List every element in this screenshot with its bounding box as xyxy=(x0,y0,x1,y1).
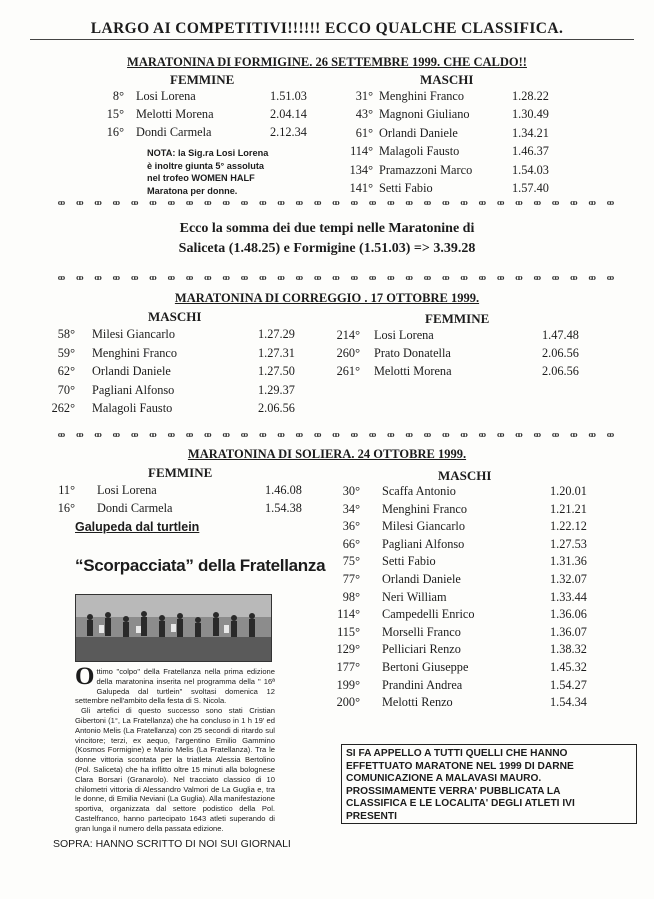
result-position: 31° xyxy=(355,89,373,103)
appeal-line: PROSSIMAMENTE VERRA' PUBBLICATA LA xyxy=(346,785,561,797)
separator-ornament-icon: ꝏ xyxy=(259,199,266,207)
result-row xyxy=(0,162,654,178)
result-athlete-name: Pelliciari Renzo xyxy=(382,642,461,657)
result-position: 43° xyxy=(355,107,373,122)
separator-ornament-icon: ꝏ xyxy=(387,199,394,207)
separator-ornament-icon: ꝏ xyxy=(533,274,540,282)
result-time: 1.46.08 xyxy=(265,483,302,497)
result-time: 1.27.53 xyxy=(550,536,587,551)
separator-ornament-icon: ꝏ xyxy=(94,431,101,439)
separator-ornament-icon: ꝏ xyxy=(277,431,284,439)
result-athlete-name: Malagoli Fausto xyxy=(92,401,173,415)
separator-ornament-icon: ꝏ xyxy=(551,431,559,439)
result-time: 1.27.29 xyxy=(258,327,295,341)
result-row xyxy=(0,536,654,552)
result-athlete-name: Melotti Morena xyxy=(374,364,452,378)
result-position: 115° xyxy=(337,624,360,639)
separator-row xyxy=(55,430,615,440)
result-athlete-name: Bertoni Giuseppe xyxy=(382,660,469,674)
result-athlete-name: Milesi Giancarlo xyxy=(92,327,175,341)
result-position: 114° xyxy=(350,144,373,159)
separator-ornament-icon: ꝏ xyxy=(222,199,229,207)
result-position: 16° xyxy=(57,501,75,515)
race-soliera-men-header: MASCHI xyxy=(438,468,492,483)
result-athlete-name: Menghini Franco xyxy=(379,89,465,103)
result-row xyxy=(0,345,654,361)
separator-ornament-icon: ꝏ xyxy=(515,274,522,282)
separator-ornament-icon: ꝏ xyxy=(112,274,120,282)
separator-ornament-icon: ꝏ xyxy=(332,431,339,439)
separator-ornament-icon: ꝏ xyxy=(350,274,357,282)
sum-line-2: Saliceta (1.48.25) e Formigine (1.51.03) => 3.39.28 xyxy=(178,241,476,256)
separator-ornament-icon: ꝏ xyxy=(204,431,211,439)
separator-ornament-icon: ꝏ xyxy=(368,274,376,282)
result-row xyxy=(0,125,654,141)
separator-ornament-icon: ꝏ xyxy=(259,431,266,439)
appeal-box xyxy=(341,744,637,824)
result-position: 200° xyxy=(336,695,360,710)
result-position: 59° xyxy=(57,345,75,360)
result-position: 36° xyxy=(342,519,360,534)
result-athlete-name: Dondi Carmela xyxy=(136,125,212,139)
separator-ornament-icon: ꝏ xyxy=(57,431,65,439)
separator-ornament-icon: ꝏ xyxy=(405,199,412,207)
separator-ornament-icon: ꝏ xyxy=(112,431,120,439)
result-time: 1.45.32 xyxy=(550,660,587,674)
result-position: 214° xyxy=(336,328,360,342)
result-position: 134° xyxy=(349,162,373,177)
separator-ornament-icon: ꝏ xyxy=(57,274,65,282)
page-title: LARGO AI COMPETITIVI!!!!!! ECCO QUALCHE CLASSIFICA. xyxy=(90,20,564,37)
result-position: 262° xyxy=(51,401,75,415)
result-athlete-name: Dondi Carmela xyxy=(97,501,173,515)
race-formigine-women-header: FEMMINE xyxy=(170,72,235,87)
separator-ornament-icon: ꝏ xyxy=(606,431,614,439)
separator-ornament-icon: ꝏ xyxy=(606,199,614,207)
result-row xyxy=(0,363,654,379)
separator-ornament-icon: ꝏ xyxy=(94,199,101,207)
result-athlete-name: Magnoni Giuliano xyxy=(379,107,470,122)
separator-ornament-icon: ꝏ xyxy=(76,274,83,282)
separator-ornament-icon: ꝏ xyxy=(496,199,504,207)
separator-ornament-icon: ꝏ xyxy=(442,199,449,207)
result-position: 199° xyxy=(336,677,360,692)
race-correggio-men-header: MASCHI xyxy=(148,309,202,324)
result-position: 75° xyxy=(342,554,360,569)
result-time: 2.06.56 xyxy=(542,346,579,360)
separator-ornament-icon: ꝏ xyxy=(277,199,284,207)
separator-ornament-icon: ꝏ xyxy=(496,274,504,282)
separator-ornament-icon: ꝏ xyxy=(130,199,138,207)
race-formigine-men-header: MASCHI xyxy=(420,72,474,87)
appeal-line: EFFETTUATO MARATONE NEL 1999 DI DARNE xyxy=(346,760,574,772)
result-position: 16° xyxy=(106,125,124,139)
result-position: 260° xyxy=(336,346,360,360)
result-athlete-name: Neri William xyxy=(382,589,447,604)
result-row xyxy=(0,143,654,159)
result-row xyxy=(0,483,654,499)
result-row xyxy=(0,88,654,104)
title-underline xyxy=(30,39,634,40)
result-position: 77° xyxy=(342,572,360,586)
race-formigine-title: MARATONINA DI FORMIGINE. 26 SETTEMBRE 1999. CHE CALDO!! xyxy=(127,55,527,69)
separator-row xyxy=(55,198,615,208)
result-position: 66° xyxy=(342,536,360,551)
result-row xyxy=(0,400,654,416)
race-formigine-note xyxy=(147,147,287,197)
clipping-photo xyxy=(75,594,272,662)
result-athlete-name: Prato Donatella xyxy=(374,346,451,360)
separator-ornament-icon: ꝏ xyxy=(112,199,120,207)
separator-ornament-icon: ꝏ xyxy=(570,199,577,207)
separator-ornament-icon: ꝏ xyxy=(94,274,101,282)
separator-ornament-icon: ꝏ xyxy=(515,431,522,439)
race-correggio-women-header: FEMMINE xyxy=(425,311,490,326)
result-time: 2.12.34 xyxy=(270,125,307,139)
separator-ornament-icon: ꝏ xyxy=(496,431,504,439)
result-athlete-name: Orlandi Daniele xyxy=(379,125,458,140)
result-position: 61° xyxy=(355,125,373,140)
clipping-caption: SOPRA: HANNO SCRITTO DI NOI SUI GIORNALI xyxy=(53,838,291,850)
result-athlete-name: Malagoli Fausto xyxy=(379,144,460,159)
separator-ornament-icon: ꝏ xyxy=(478,274,486,282)
separator-ornament-icon: ꝏ xyxy=(149,431,156,439)
separator-ornament-icon: ꝏ xyxy=(76,199,83,207)
result-time: 2.06.56 xyxy=(542,364,579,378)
result-time: 1.27.31 xyxy=(258,345,295,360)
clipping-headline: “Scorpacciata” della Fratellanza xyxy=(75,556,326,575)
separator-ornament-icon: ꝏ xyxy=(588,431,595,439)
separator-ornament-icon: ꝏ xyxy=(313,274,321,282)
appeal-line: SI FA APPELLO A TUTTI QUELLI CHE HANNO xyxy=(346,748,568,759)
separator-ornament-icon: ꝏ xyxy=(295,431,303,439)
article-paragraph: Gli artefici di questo successo sono stati Cristian Gibertoni (1°, La Fratellanza) che ha concluso in 1 h 19' ed Antonio Melis (La Fratellanza) con 25 secondi di ritardo sul vincitore; terzi, ex aequo, l'argentino Emilio Gammino (Kosmos Formigine) e Mario Melis (La Fratellanza). Tra le donne vittoria scontata per la triatleta Alessia Bertolino (Pol. Saliceta) che ha inflitto oltre 15 minuti alla bolognese Clara Borsari (Granarolo). Nel tracciato classico di 10 chilometri vittoria di Alessandro Valmori de La Guglia e, tra le donne, di Emilia Neviani (La Guglia). Alla manifestazione sportiva, organizzata dal settore podistico della Pol. Castelfranco, hanno partecipato 1643 atleti superando di gran lunga il numero della passata edizione. xyxy=(75,706,275,833)
runners-photo-icon xyxy=(76,595,271,661)
separator-ornament-icon: ꝏ xyxy=(149,274,156,282)
separator-ornament-icon: ꝏ xyxy=(442,274,449,282)
result-time: 1.54.03 xyxy=(512,162,549,177)
result-time: 1.47.48 xyxy=(542,328,579,342)
result-time: 1.38.32 xyxy=(550,642,587,657)
sum-line-1: Ecco la somma dei due tempi nelle Maratonine di xyxy=(179,221,475,236)
note-line: è inoltre giunta 5° assoluta xyxy=(147,160,265,171)
separator-ornament-icon: ꝏ xyxy=(387,431,394,439)
result-position: 11° xyxy=(58,483,75,497)
result-time: 1.30.49 xyxy=(512,107,549,122)
separator-ornament-icon: ꝏ xyxy=(368,431,376,439)
result-time: 2.06.56 xyxy=(258,401,295,415)
result-athlete-name: Melotti Renzo xyxy=(382,695,453,710)
appeal-line: PRESENTI xyxy=(346,810,397,822)
result-position: 15° xyxy=(106,107,124,121)
separator-ornament-icon: ꝏ xyxy=(533,199,540,207)
separator-ornament-icon: ꝏ xyxy=(222,431,229,439)
separator-ornament-icon: ꝏ xyxy=(167,199,174,207)
appeal-line: COMUNICAZIONE A MALAVASI MAURO. xyxy=(346,773,542,784)
result-row xyxy=(0,180,654,196)
separator-ornament-icon: ꝏ xyxy=(149,199,156,207)
result-athlete-name: Scaffa Antonio xyxy=(382,484,456,498)
result-position: 30° xyxy=(342,484,360,498)
separator-ornament-icon: ꝏ xyxy=(57,199,65,207)
separator-ornament-icon: ꝏ xyxy=(185,199,193,207)
separator-ornament-icon: ꝏ xyxy=(204,274,211,282)
separator-ornament-icon: ꝏ xyxy=(387,274,394,282)
separator-ornament-icon: ꝏ xyxy=(570,274,577,282)
result-athlete-name: Losi Lorena xyxy=(136,89,196,103)
result-athlete-name: Morselli Franco xyxy=(382,624,461,639)
separator-ornament-icon: ꝏ xyxy=(478,199,486,207)
result-time: 1.32.07 xyxy=(550,572,587,586)
result-position: 58° xyxy=(57,327,75,341)
separator-ornament-icon: ꝏ xyxy=(588,199,595,207)
separator-ornament-icon: ꝏ xyxy=(405,274,412,282)
result-athlete-name: Milesi Giancarlo xyxy=(382,519,465,534)
separator-ornament-icon: ꝏ xyxy=(277,274,284,282)
result-row xyxy=(0,501,654,517)
race-soliera-women-header: FEMMINE xyxy=(148,465,213,480)
separator-ornament-icon: ꝏ xyxy=(332,199,339,207)
separator-ornament-icon: ꝏ xyxy=(570,431,577,439)
result-position: 62° xyxy=(57,364,75,378)
article-paragraph xyxy=(75,663,275,706)
result-athlete-name: Setti Fabio xyxy=(379,181,433,195)
separator-row xyxy=(55,273,615,283)
separator-ornament-icon: ꝏ xyxy=(478,431,486,439)
race-correggio-title: MARATONINA DI CORREGGIO . 17 OTTOBRE 1999. xyxy=(174,291,480,305)
note-line: nel trofeo WOMEN HALF xyxy=(147,173,255,183)
separator-ornament-icon: ꝏ xyxy=(259,274,266,282)
result-time: 1.33.44 xyxy=(550,589,587,604)
separator-ornament-icon: ꝏ xyxy=(423,431,431,439)
article-text: ttimo "colpo" della Fratellanza nella prima edizione della maratonina inserita nel programma della " 16ª Galupeda dal turtlein" svoltasi domenica 12 settembre nell'ambito della festa di S. Nicola. xyxy=(75,667,275,706)
result-position: 261° xyxy=(336,364,360,378)
separator-ornament-icon: ꝏ xyxy=(350,431,357,439)
article-dropcap: O xyxy=(75,663,95,690)
separator-ornament-icon: ꝏ xyxy=(551,274,559,282)
note-line: NOTA: la Sig.ra Losi Lorena xyxy=(147,148,269,158)
separator-ornament-icon: ꝏ xyxy=(130,274,138,282)
separator-ornament-icon: ꝏ xyxy=(350,199,357,207)
result-athlete-name: Prandini Andrea xyxy=(382,677,463,692)
result-athlete-name: Orlandi Daniele xyxy=(92,364,171,378)
separator-ornament-icon: ꝏ xyxy=(185,274,193,282)
separator-ornament-icon: ꝏ xyxy=(222,274,229,282)
separator-ornament-icon: ꝏ xyxy=(313,431,321,439)
separator-ornament-icon: ꝏ xyxy=(240,431,248,439)
race-soliera-title: MARATONINA DI SOLIERA. 24 OTTOBRE 1999. xyxy=(187,447,467,461)
separator-ornament-icon: ꝏ xyxy=(76,431,83,439)
result-time: 2.04.14 xyxy=(270,107,307,121)
appeal-line: CLASSIFICA E LE LOCALITA' DEGLI ATLETI IVI xyxy=(346,798,575,809)
separator-ornament-icon: ꝏ xyxy=(167,274,174,282)
result-row xyxy=(0,327,654,343)
separator-ornament-icon: ꝏ xyxy=(460,199,467,207)
result-time: 1.46.37 xyxy=(512,144,549,159)
result-time: 1.36.06 xyxy=(550,607,587,622)
result-time: 1.34.21 xyxy=(512,125,549,140)
result-position: 129° xyxy=(336,642,360,657)
separator-ornament-icon: ꝏ xyxy=(185,431,193,439)
result-position: 70° xyxy=(57,382,75,397)
separator-ornament-icon: ꝏ xyxy=(423,274,431,282)
separator-ornament-icon: ꝏ xyxy=(423,199,431,207)
result-athlete-name: Melotti Morena xyxy=(136,107,214,121)
separator-ornament-icon: ꝏ xyxy=(130,431,138,439)
result-time: 1.28.22 xyxy=(512,89,549,103)
result-position: 34° xyxy=(342,501,360,516)
separator-ornament-icon: ꝏ xyxy=(588,274,595,282)
separator-ornament-icon: ꝏ xyxy=(442,431,449,439)
result-position: 177° xyxy=(336,660,360,674)
separator-ornament-icon: ꝏ xyxy=(533,431,540,439)
separator-ornament-icon: ꝏ xyxy=(313,199,321,207)
result-row xyxy=(0,382,654,398)
result-position: 114° xyxy=(337,607,360,622)
result-athlete-name: Menghini Franco xyxy=(382,501,468,516)
separator-ornament-icon: ꝏ xyxy=(295,274,303,282)
clipping-kicker: Galupeda dal turtlein xyxy=(75,520,200,534)
separator-ornament-icon: ꝏ xyxy=(295,199,303,207)
separator-ornament-icon: ꝏ xyxy=(332,274,339,282)
result-athlete-name: Setti Fabio xyxy=(382,554,436,569)
result-time: 1.54.38 xyxy=(265,501,302,515)
separator-ornament-icon: ꝏ xyxy=(368,199,376,207)
separator-ornament-icon: ꝏ xyxy=(551,199,559,207)
result-athlete-name: Pagliani Alfonso xyxy=(382,536,465,551)
result-time: 1.51.03 xyxy=(270,89,307,103)
result-time: 1.21.21 xyxy=(550,501,587,516)
result-athlete-name: Orlandi Daniele xyxy=(382,572,461,586)
separator-ornament-icon: ꝏ xyxy=(606,274,614,282)
separator-ornament-icon: ꝏ xyxy=(515,199,522,207)
result-athlete-name: Menghini Franco xyxy=(92,345,178,360)
result-position: 98° xyxy=(342,589,360,604)
separator-ornament-icon: ꝏ xyxy=(405,431,412,439)
result-time: 1.29.37 xyxy=(258,382,295,397)
result-athlete-name: Pramazzoni Marco xyxy=(379,162,473,177)
result-position: 141° xyxy=(349,181,373,195)
separator-ornament-icon: ꝏ xyxy=(460,274,467,282)
result-athlete-name: Losi Lorena xyxy=(374,328,434,342)
result-athlete-name: Campedelli Enrico xyxy=(382,607,475,622)
separator-ornament-icon: ꝏ xyxy=(460,431,467,439)
result-time: 1.57.40 xyxy=(512,181,549,195)
separator-ornament-icon: ꝏ xyxy=(204,199,211,207)
result-athlete-name: Losi Lorena xyxy=(97,483,157,497)
result-time: 1.20.01 xyxy=(550,484,587,498)
result-time: 1.54.34 xyxy=(550,695,587,710)
result-row xyxy=(0,106,654,122)
result-time: 1.36.07 xyxy=(550,624,587,639)
separator-ornament-icon: ꝏ xyxy=(167,431,174,439)
result-time: 1.54.27 xyxy=(550,677,587,692)
result-athlete-name: Pagliani Alfonso xyxy=(92,382,175,397)
result-time: 1.31.36 xyxy=(550,554,587,569)
separator-ornament-icon: ꝏ xyxy=(240,199,248,207)
separator-ornament-icon: ꝏ xyxy=(240,274,248,282)
note-line: Maratona per donne. xyxy=(147,185,238,196)
result-time: 1.27.50 xyxy=(258,364,295,378)
result-position: 8° xyxy=(112,89,124,103)
clipping-article xyxy=(75,663,275,834)
result-time: 1.22.12 xyxy=(550,519,587,534)
